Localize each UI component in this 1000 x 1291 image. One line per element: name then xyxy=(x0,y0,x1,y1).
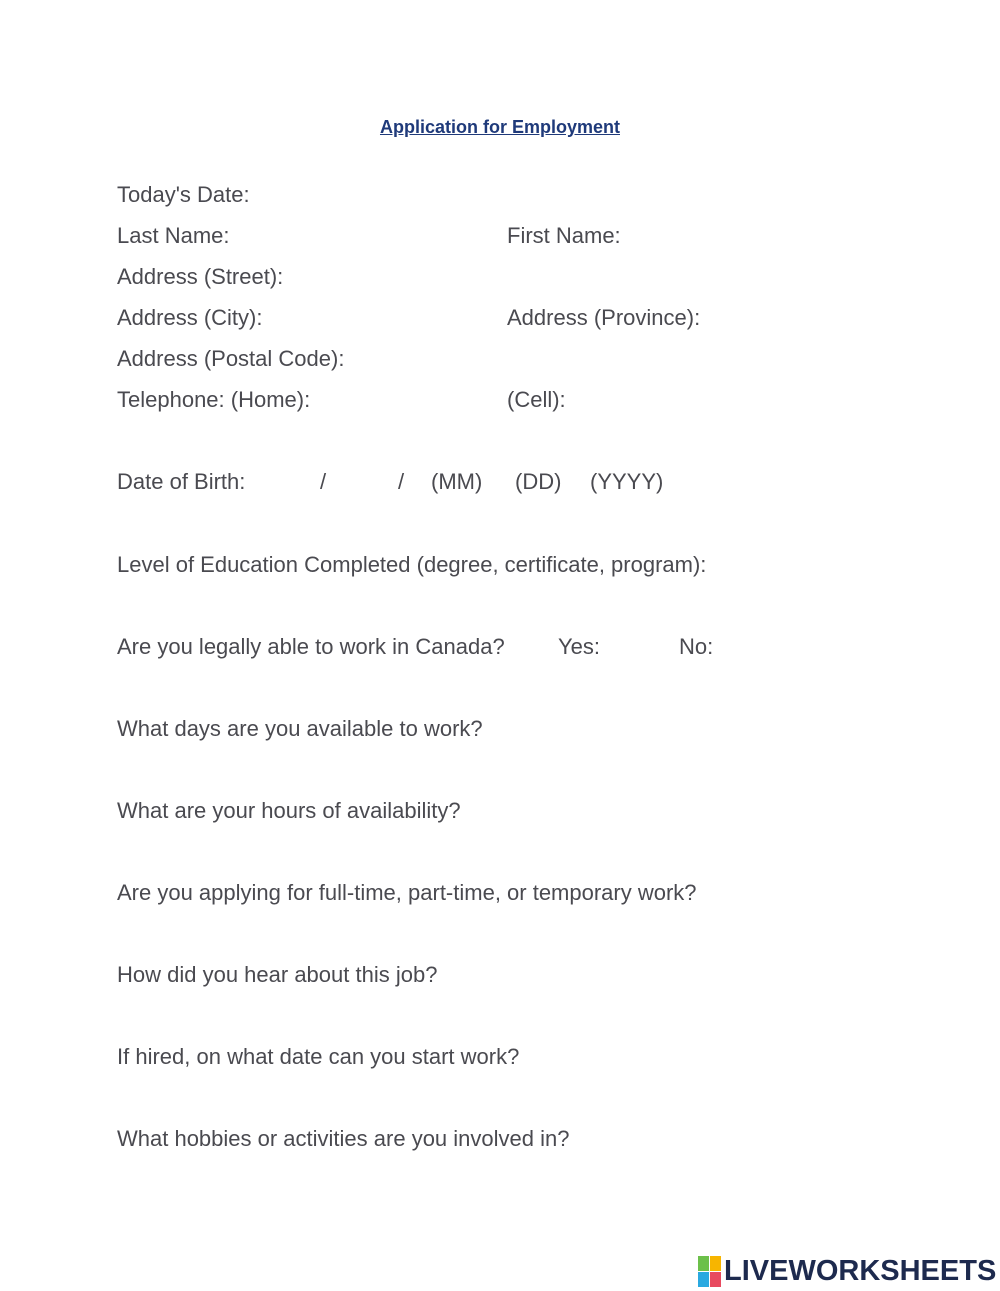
first-name-label: First Name: xyxy=(507,223,621,248)
address-city-label: Address (City): xyxy=(117,305,263,330)
todays-date-label: Today's Date: xyxy=(117,182,250,207)
last-name-label: Last Name: xyxy=(117,223,230,248)
logo-block xyxy=(710,1256,721,1271)
dob-mm-label: (MM) xyxy=(431,469,483,494)
work-type-question: Are you applying for full-time, part-time, or temporary work? xyxy=(117,880,697,905)
logo-blocks-icon xyxy=(698,1256,721,1287)
dob-dd-label: (DD) xyxy=(515,469,562,494)
dob-slash-2: / xyxy=(398,469,405,494)
dob-label: Date of Birth: xyxy=(117,469,246,494)
legal-work-question: Are you legally able to work in Canada? xyxy=(117,634,505,659)
address-street-label: Address (Street): xyxy=(117,264,284,289)
cell-label: (Cell): xyxy=(507,387,566,412)
start-date-question: If hired, on what date can you start work? xyxy=(117,1044,520,1069)
logo-text: LIVEWORKSHEETS xyxy=(724,1254,997,1287)
page-title: Application for Employment xyxy=(379,117,620,137)
logo-block xyxy=(698,1256,709,1271)
yes-label: Yes: xyxy=(558,634,601,659)
hours-available-question: What are your hours of availability? xyxy=(117,798,461,823)
logo-block xyxy=(710,1272,721,1287)
dob-slash-1: / xyxy=(320,469,327,494)
telephone-home-label: Telephone: (Home): xyxy=(117,387,311,412)
no-label: No: xyxy=(679,634,714,659)
address-postal-label: Address (Postal Code): xyxy=(117,346,345,371)
address-province-label: Address (Province): xyxy=(507,305,701,330)
education-question: Level of Education Completed (degree, certificate, program): xyxy=(117,552,707,577)
days-available-question: What days are you available to work? xyxy=(117,716,483,741)
dob-yyyy-label: (YYYY) xyxy=(590,469,664,494)
liveworksheets-logo xyxy=(698,1255,996,1287)
hear-about-question: How did you hear about this job? xyxy=(117,962,438,987)
logo-block xyxy=(698,1272,709,1287)
hobbies-question: What hobbies or activities are you involved in? xyxy=(117,1126,570,1151)
